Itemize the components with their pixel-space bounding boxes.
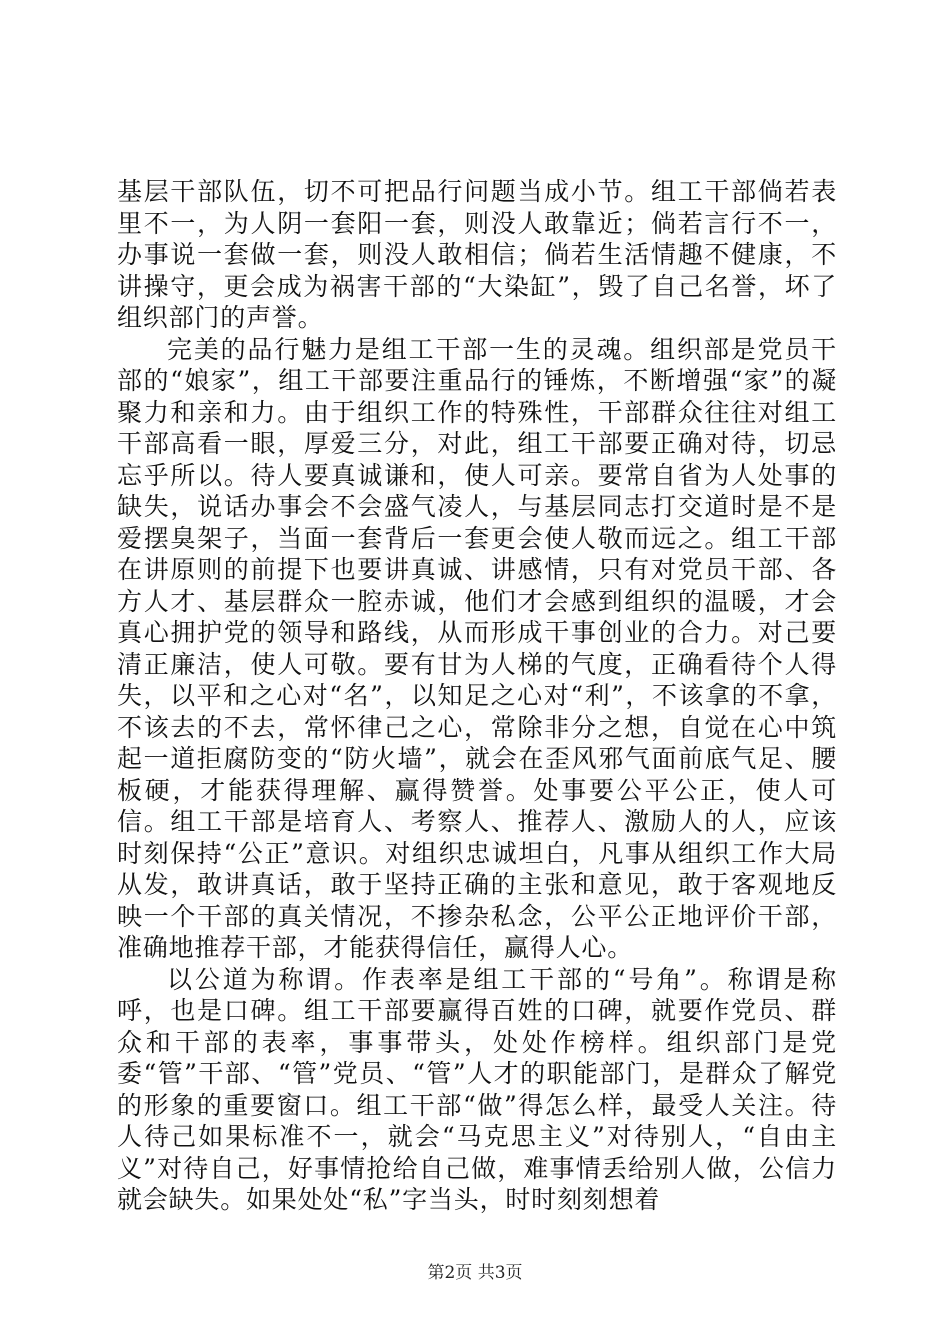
paragraph-1: 基层干部队伍，切不可把品行问题当成小节。组工干部倘若表里不一，为人阴一套阳一套，则没人敢靠近；倘若言行不一，办事说一套做一套，则没人敢相信；倘若生活情趣不健康，不讲操守，更会成为祸害干部的“大染缸”，毁了自己名誉，坏了组织部门的声誉。 <box>117 177 837 332</box>
paragraph-3: 以公道为称谓。作表率是组工干部的“号角”。称谓是称呼，也是口碑。组工干部要赢得百姓的口碑，就要作党员、群众和干部的表率，事事带头，处处作榜样。组织部门是党委“管”干部、“管”党员、“管”人才的职能部门，是群众了解党的形象的重要窗口。组工干部“做”得怎么样，最受人关注。待人待己如果标准不一，就会“马克思主义”对待别人，“自由主义”对待自己，好事情抢给自己做，难事情丢给别人做，公信力就会缺失。如果处处“私”字当头，时时刻刻想着 <box>117 964 837 1214</box>
paragraph-2: 完美的品行魅力是组工干部一生的灵魂。组织部是党员干部的“娘家”，组工干部要注重品行的锤炼，不断增强“家”的凝聚力和亲和力。由于组织工作的特殊性，干部群众往往对组工干部高看一眼，厚爱三分，对此，组工干部要正确对待，切忌忘乎所以。待人要真诚谦和，使人可亲。要常自省为人处事的缺失，说话办事会不会盛气凌人，与基层同志打交道时是不是爱摆臭架子，当面一套背后一套更会使人敬而远之。组工干部在讲原则的前提下也要讲真诚、讲感情，只有对党员干部、各方人才、基层群众一腔赤诚，他们才会感到组织的温暖，才会真心拥护党的领导和路线，从而形成干事创业的合力。对己要清正廉洁，使人可敬。要有甘为人梯的气度，正确看待个人得失，以平和之心对“名”，以知足之心对“利”，不该拿的不拿，不该去的不去，常怀律己之心，常除非分之想，自觉在心中筑起一道拒腐防变的“防火墙”，就会在歪风邪气面前底气足、腰板硬，才能获得理解、赢得赞誉。处事要公平公正，使人可信。组工干部是培育人、考察人、推荐人、激励人的人，应该时刻保持“公正”意识。对组织忠诚坦白，凡事从组织工作大局从发，敢讲真话，敢于坚持正确的主张和意见，敢于客观地反映一个干部的真关情况，不掺杂私念，公平公正地评价干部，准确地推荐干部，才能获得信任，赢得人心。 <box>117 334 837 962</box>
document-body <box>117 176 837 1216</box>
page-footer: 第2页 共3页 <box>427 1263 523 1283</box>
